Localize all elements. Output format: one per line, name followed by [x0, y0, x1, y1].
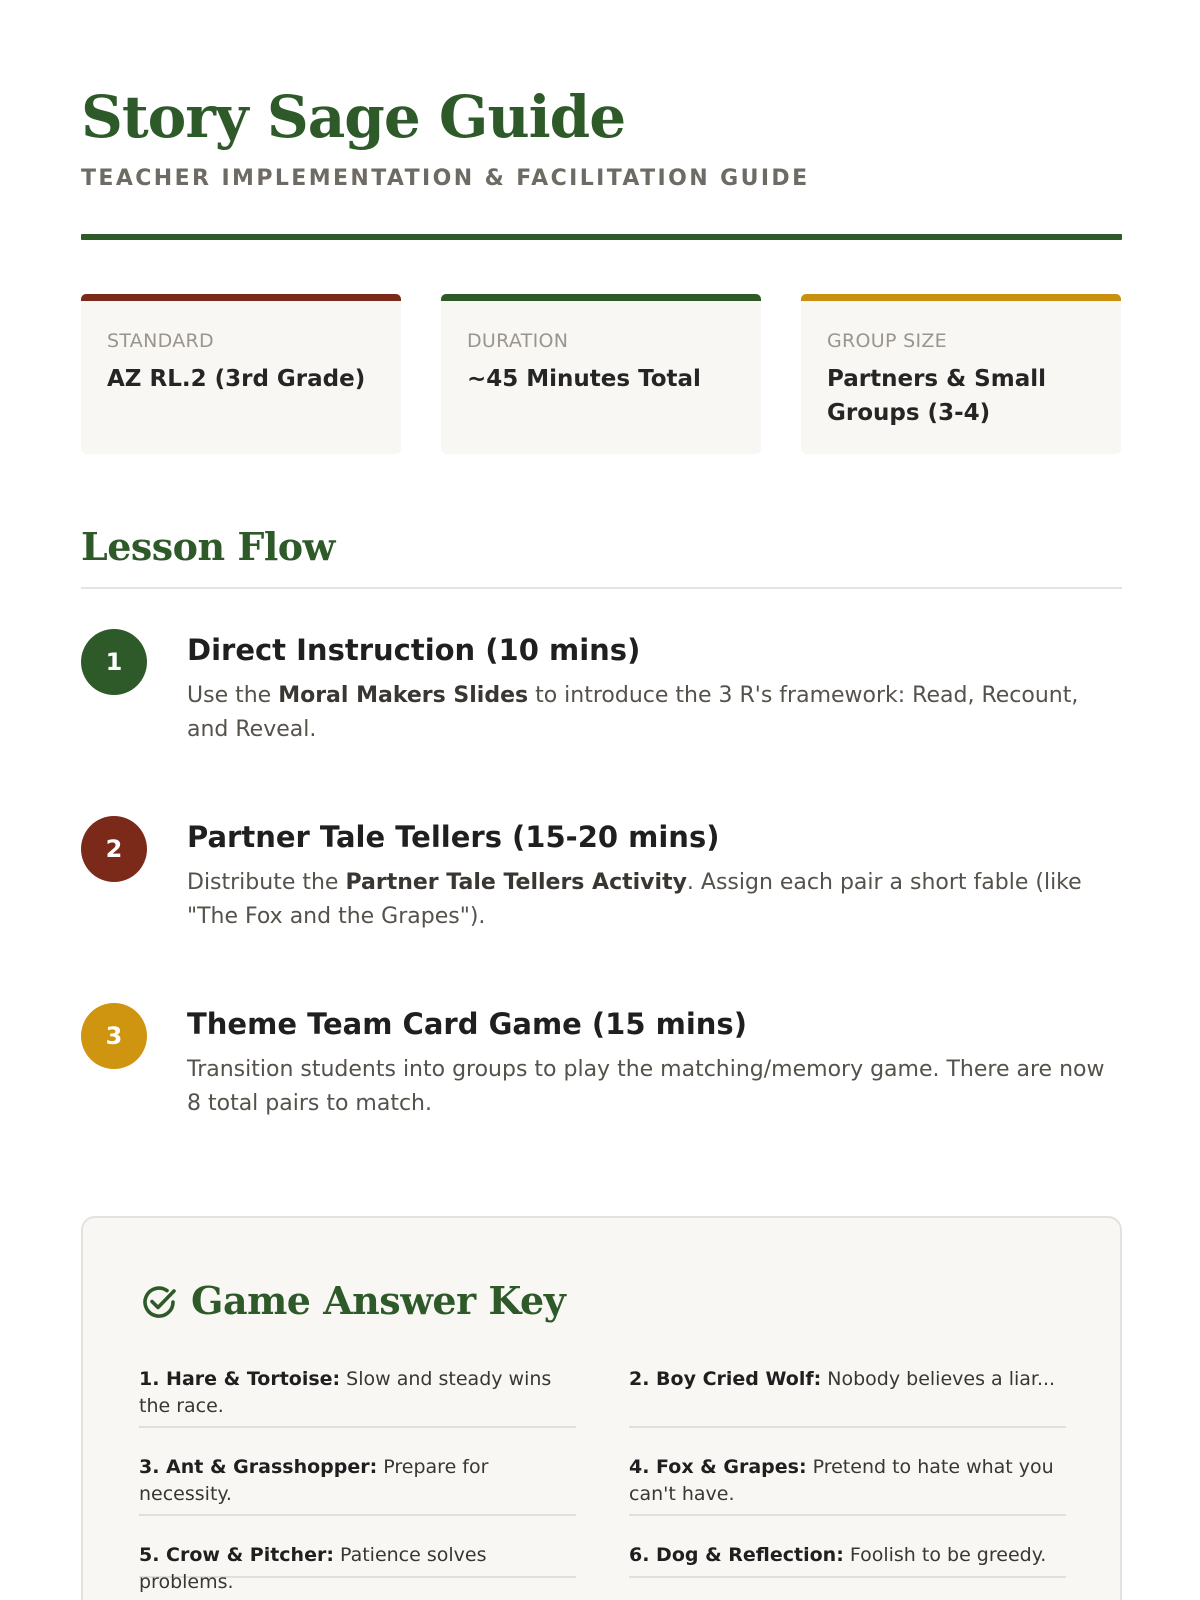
info-card-standard	[81, 294, 401, 454]
step-title: Partner Tale Tellers (15-20 mins)	[187, 820, 720, 854]
step-desc-text: Transition students into groups to play the matching/memory game. There are now 8 total pairs to match.	[187, 1057, 1105, 1116]
step-desc-highlight: Moral Makers Slides	[278, 683, 529, 708]
answer-key-fable: 5. Crow & Pitcher:	[139, 1544, 334, 1566]
step-desc-text: Use the	[187, 683, 279, 708]
info-card-value: ~45 Minutes Total	[467, 366, 701, 392]
info-card-accent-bar	[81, 294, 401, 301]
page-subtitle: TEACHER IMPLEMENTATION & FACILITATION GUIDE	[81, 166, 810, 191]
step-number-badge: 2	[81, 816, 147, 882]
answer-key-moral: Slow and steady wins the race.	[139, 1368, 552, 1417]
answer-key-item	[139, 1454, 576, 1516]
answer-key-item	[629, 1542, 1066, 1578]
step-number-badge: 3	[81, 1003, 147, 1069]
answer-key-fable: 2. Boy Cried Wolf:	[629, 1368, 822, 1390]
teacher-guide-page	[81, 0, 1122, 1600]
info-card-value: AZ RL.2 (3rd Grade)	[107, 366, 366, 392]
lesson-flow-heading: Lesson Flow	[81, 524, 335, 569]
info-card-value: Partners & Small Groups (3-4)	[827, 366, 1046, 426]
step-title: Theme Team Card Game (15 mins)	[187, 1007, 747, 1041]
step-desc-text: . Assign each pair a short fable (like "The Fox and the Grapes").	[187, 870, 1082, 929]
answer-key-item	[629, 1454, 1066, 1516]
info-card-accent-bar	[801, 294, 1121, 301]
info-card-group-size	[801, 294, 1121, 454]
answer-key-moral: Nobody believes a liar...	[821, 1368, 1056, 1390]
step-desc-highlight: Partner Tale Tellers Activity	[345, 870, 687, 895]
info-card-label: STANDARD	[107, 330, 214, 352]
answer-key-moral: Patience solves problems.	[139, 1544, 487, 1593]
step-description	[187, 866, 1122, 934]
answer-key-fable: 6. Dog & Reflection:	[629, 1544, 844, 1566]
step-desc-text: to introduce the 3 R's framework: Read, Recount, and Reveal.	[187, 683, 1079, 742]
info-card-label: GROUP SIZE	[827, 330, 947, 352]
info-card-accent-bar	[441, 294, 761, 301]
answer-key-fable: 1. Hare & Tortoise:	[139, 1368, 341, 1390]
step-title: Direct Instruction (10 mins)	[187, 633, 641, 667]
section-divider	[81, 587, 1122, 589]
step-number-badge: 1	[81, 629, 147, 695]
answer-key-moral: Pretend to hate what you can't have.	[629, 1456, 1054, 1505]
answer-key-item	[629, 1366, 1066, 1428]
step-desc-text: Distribute the	[187, 870, 346, 895]
answer-key-title: Game Answer Key	[191, 1278, 566, 1323]
title-divider	[81, 234, 1122, 240]
answer-key-item	[139, 1366, 576, 1428]
answer-key-moral: Prepare for necessity.	[139, 1456, 489, 1505]
check-circle-icon	[139, 1282, 179, 1322]
info-cards	[81, 294, 1122, 454]
answer-key-panel	[81, 1216, 1122, 1600]
info-card-label: DURATION	[467, 330, 569, 352]
info-card-duration	[441, 294, 761, 454]
answer-key-fable: 3. Ant & Grasshopper:	[139, 1456, 378, 1478]
step-description	[187, 1053, 1122, 1121]
answer-key-moral: Foolish to be greedy.	[843, 1544, 1047, 1566]
answer-key-item	[139, 1542, 576, 1593]
answer-key-fable: 4. Fox & Grapes:	[629, 1456, 807, 1478]
page-title: Story Sage Guide	[81, 83, 626, 151]
step-description	[187, 679, 1122, 747]
